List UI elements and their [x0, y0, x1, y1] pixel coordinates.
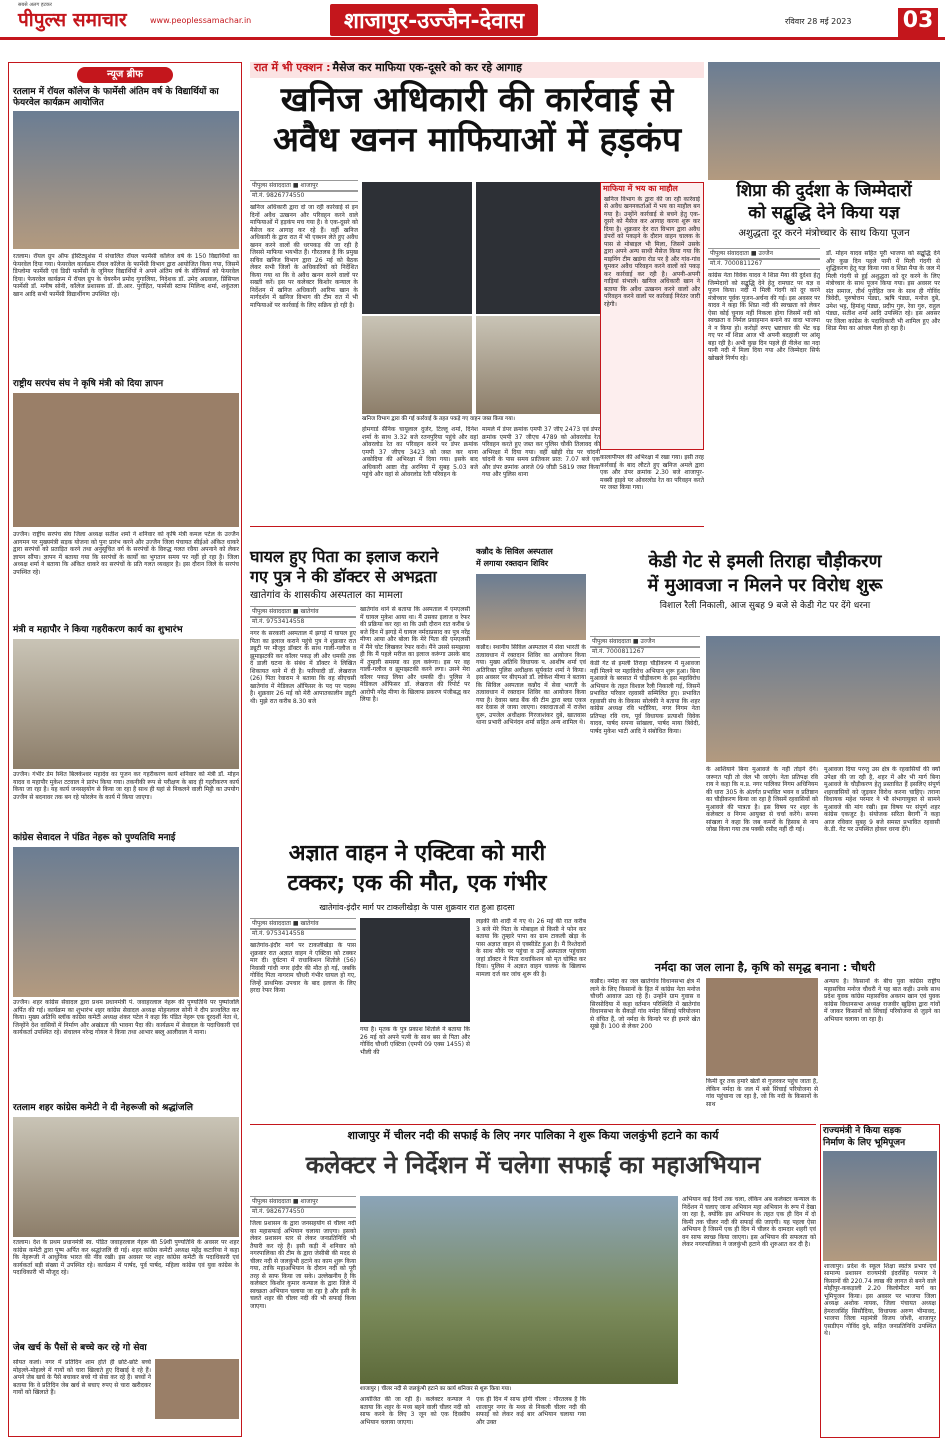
news-brief-column — [8, 62, 242, 1437]
narmada-text-col-3: अन्याय है। किसानों के बीच युवा कांग्रेस राष्ट्रीय महासचिव मनोज चौधरी ने यह बात कही। उनके साथ प्रदेश युवक कांग्रेस महासचिव अकरम खान एवं युवक कांग्रेस विधानसभा अध्यक्ष राजवीर खुड़िया द्वारा गांवों में जाकर किसानों को सिंचाई परियोजना से जुड़ने का अभियान चलाया जा रहा है। — [824, 978, 940, 1023]
memorandum-photo — [13, 393, 239, 527]
injured-subheadline: खातेगांव के शासकीय अस्पताल का मामला — [250, 590, 403, 601]
yagna-text-col-1: कांग्रेस नेता विवेक यादव ने शिप्रा मैया की दुर्दशा हेतु जिम्मेदारों को सद्बुद्धि देने हेतु रामघाट पर यज्ञ व पूजन किया। नदी में मिली गंदगी को दूर करने मंत्रोच्चार पूर्वक पूजन-अर्चना की गई। इस अवसर पर यादव ने कहा कि शिप्रा नदी की स्वच्छता को लेकर ऐसा कोई चुनाव नहीं निकला होगा जिसमें नदी को स्वच्छता व निर्मल प्रवाहमान बनाने का वादा भाजपा ने न किया हो। करोड़ों रुपए भ्रष्टाचार की भेंट चढ़ गए पर माँ शिप्रा आज भी अपनी बदहाली पर आंसू बहा रही है। अभी कुछ दिन पहले ही नीलेश का नदा पानी नदी में मिला दिया गया और जिम्मेदार सिर्फ खोखले निर्णय रहे। — [708, 272, 820, 362]
injured-headline-2: गए पुत्र ने की डॉक्टर से अभद्रता — [250, 567, 437, 586]
seized-dumper-photo-4 — [476, 316, 600, 414]
cleanup-text-col-4: एक ही दिन में साफ होगी चीलर : गौरतलब है कि शाजापुर नगर के मध्य से निकली चीलर नदी की सफाई को लेकर कई बार अभियान चलाया गया और उक्त — [476, 1396, 586, 1426]
page-number: 03 — [898, 8, 938, 38]
brief-headline-4: कांग्रेस सेवादल ने पंडित नेहरू को पुण्यतिथि मनाई — [13, 833, 176, 843]
brief-headline-5: रतलाम शहर कांग्रेस कमेटी ने दी नेहरूजी को श्रद्धांजलि — [13, 1103, 193, 1113]
road-text: शाजापुर। प्रदेश के स्कूल शिक्षा स्वतंत्र प्रभार एवं सामान्य प्रशासन राज्यमंत्री इंदरसिंह परमार ने किसानों की 220.74 लाख की लागत से बनने वाले मोहीपुर-ककड़ाली 2.20 किलोमीटर मार्ग का भूमिपूजन किया। इस अवसर पर भाजपा जिला अध्यक्ष अशोक नायक, जिला पंचायत अध्यक्ष हेमराजसिंह सिसौदिया, विधायक अरुण भीमावद, भाजपा जिला महामंत्री विजय जोशी, शाजापुर एसडीएम गोविंद दुबे, सहित जनप्रतिनिधि उपस्थित थे। — [824, 1262, 936, 1338]
accident-text-col-3: लड़की की शादी में गए थे। 26 मई की रात करीब 3 बजे मेरे पिता के मोबाइल से किसी ने फोन कर बताया कि तुम्हारे पापा का ग्राम टाकली खेड़ा के पास अज्ञात वाहन से एक्सीडेंट हुआ है। मैं रिश्तेदारों के साथ मौके पर पहुंचा व उन्हें अस्पताल पहुंचाया जहां डॉक्टर ने पिता राधाकिशन को मृत घोषित कर दिया। पुलिस ने अज्ञात वाहन चालक के खिलाफ मामला दर्ज कर जांच शुरू की है। — [476, 918, 586, 978]
bhoomipujan-photo — [823, 1151, 937, 1261]
accident-headline-2: टक्कर; एक की मौत, एक गंभीर — [287, 871, 547, 896]
lead-text-col-4: कालापीपल की अभिरक्षा में रखा गया। इसी तरह कार्रवाई के बाद लौटते हुए खनिज अमले द्वारा एक और डंपर क्रमांक 2.30 बजे शाजापुर-मक्सी हाइवे पर ओवरलोड रेत का परिवहन करते पर जब्त किया गया। — [600, 454, 704, 491]
blood-camp-photo — [476, 574, 586, 640]
deepening-work-photo — [13, 639, 239, 769]
cleanup-byline: पीपुल्स संवाददाता ■ शाजापुर — [250, 1196, 356, 1208]
narmada-meeting-photo — [706, 978, 818, 1076]
issue-date: रविवार 28 मई 2023 — [785, 17, 852, 26]
seized-dumper-night-photo-2 — [476, 182, 600, 314]
masthead-tagline: सबसे अलग हटकर — [18, 2, 52, 8]
brief-headline-2: राष्ट्रीय सरपंच संघ ने कृषि मंत्री को दिया ज्ञापन — [13, 379, 164, 389]
kd-text-col-1: केडी गेट से इमली तिराहा चौड़ीकरण में मुआवजा नहीं मिलने पर महाविरोध अभियान शुरू हुआ। बिना मुआवजे के बरसात में चौड़ीकरण के इस महाविरोध अभियान के तहत विशाल रैली निकाली गई, जिसमें प्रभावित परिवार रहवासी सम्मिलित हुए। प्रभावित रहवासी संघ के विकास सोलंकी ने बताया कि शहर कांग्रेस अध्यक्ष रवि भदौरिया, नगर निगम नेता प्रतिपक्ष रवि राय, पूर्व विधायक प्रत्याशी विवेक यादव, पार्षद सपना सांखला, पार्षद माया त्रिवेदी, पार्षद मुकेश भाटी आदि ने संबोधित किया। — [590, 660, 700, 735]
brief-text-2: उज्जैन। राष्ट्रीय सरपंच संघ जिला अध्यक्ष सतीश शर्मा ने शनिवार को कृषि मंत्री कमल पटेल के उज्जैन आगमन पर मुख्यमंत्री सड़क योजना को पुनः प्रारंभ करने और उज्जैन जिला पंचायत सीईओ अंकित धाकरे द्वारा सरपंचों को प्रताड़ित करने तथा अनुसूचित वर्ग के सरपंचों के विरुद्ध गलत रवैया अपनाने को लेकर ज्ञापन सौंपा। ज्ञापन में बताया गया कि सरपंचों के कार्यों का भुगतान समय पर नहीं हो रहा है। जिला अध्यक्ष शर्मा ने बताया कि अंकित धाकरे का सरपंचों के प्रति गलत व्यवहार है। इस दौरान जिले के सरपंच उपस्थित रहे। — [13, 531, 239, 576]
brief-text-6: सोयत कलां। नगर में प्रतिदिन शाम होते ही छोटे-छोटे बच्चे मोहल्ले-मोहल्ले में गायों को चारा खिलाते हुए दिखाई दे रहे हैं। अपने जेब खर्च के पैसे बचाकर बच्चे गो सेवा कर रहे हैं। बच्चों ने बताया कि वे प्रतिदिन जेब खर्च से बचाए रुपए से चारा खरीदकर गायों को खिलाते हैं। — [13, 1359, 151, 1396]
yagna-text-col-2: डॉ. मोहन यादव सहित पूरी भाजपा को सद्बुद्धि देने और कुछ दिन पहले पानी में मिली गंदगी से शुद्धिकरण हेतु यज्ञ किया गया व शिप्रा मैया के जल में मिली गंदगी से हुई अशुद्धता को दूर करने के लिए मंत्रोच्चार के साथ पूजन किया गया। इस अवसर पर संत समाज, तीर्थ पुरोहित जन के साथ ही गोविंद त्रिवेदी, पुरुषोत्तम पंड्या, ऋषि पंड्या, मनोज दुबे, उमेश भट्ट, हिमांशु पंड्या, प्रदीप गुरु, रेवा गुरु, राहुल पंड्या, सतीश शर्मा आदि उपस्थित रहे। इस अवसर पर जिला कांग्रेस के पदाधिकारी भी शामिल हुए और शिप्रा मैया का आंचल मैला हो रहा है। — [826, 250, 940, 332]
farewell-photo — [13, 111, 239, 249]
brief-text-3: उज्जैन। गंभीर डेम स्थित बिलकेश्वर महादेव का पूजन कर गहरीकरण कार्य शनिवार को मंत्री डॉ. मोहन यादव व महापौर मुकेश टटवाल ने प्रारंभ किया गया। तकनीकी रूप से परीक्षण के बाद ही गहरीकरण कार्य किया जा रहा है। यह कार्य जनसहयोग से किया जा रहा है साथ ही यहां से निकलने वाली मिट्टी का उपयोग उज्जैन से बदनावर तक बन रहे फोरलेन के कार्य में किया जाएगा। — [13, 771, 239, 801]
brief-headline-6: जेब खर्च के पैसों से बच्चे कर रहे गो सेवा — [13, 1343, 147, 1353]
yagna-subheadline: अशुद्धता दूर करने मंत्रोच्चार के साथ किया पूजन — [738, 228, 910, 239]
camp-headline-2: में लगाया रक्तदान शिविर — [476, 559, 549, 568]
divider-2 — [250, 1124, 816, 1125]
divider-1 — [250, 526, 704, 527]
website-link[interactable]: www.peoplessamachar.in — [150, 16, 252, 25]
accident-text-col-2: गया है। मृतक के पुत्र प्रकाश शितोले ने बताया कि 26 मई को अपने पत्नी के साथ बस से पिता और गोविंद चौधरी एक्टिवा (एमपी 09 एक्स 1455) से भीली की — [360, 1026, 470, 1056]
river-cleanup-photo — [360, 1196, 678, 1384]
lead-byline: पीपुल्स संवाददाता ■ शाजापुर — [250, 180, 358, 192]
yagna-headline-1: शिप्रा की दुर्दशा के जिम्मेदारों — [736, 181, 912, 201]
mafia-fear-box — [600, 182, 704, 450]
road-headline-2: निर्माण के लिए भूमिपूजन — [823, 1137, 906, 1148]
accident-byline: पीपुल्स संवाददाता ■ खातेगांव — [250, 918, 356, 930]
narmada-headline: नर्मदा का जल लाना है, कृषि को समृद्ध बनाना : चौधरी — [654, 961, 876, 974]
cow-service-photo — [155, 1359, 239, 1419]
cleanup-text-col-1: जिला प्रशासन के द्वारा जनसहयोग से चीलर नदी का महासफाई अभियान चलाया जाएगा। इसको लेकर प्रशासन स्तर से लेकर जनप्रतिनिधि भी तैयारी कर रहे हैं। इसी कड़ी में शनिवार को नगरपालिका की टीम के द्वारा जेसीबी की मदद से चीलर नदी से जलकुंभी हटाने का काम शुरू किया गया, ताकि महाअभियान के दौरान नदी को पूरी तरह से साफ किया जा सके। उल्लेखनीय है कि कलेक्टर किशोर कुमार कन्याल के द्वारा जिले में स्वच्छता अभियान चलाया जा रहा है और इसी के चलते शहर की चीलर नदी की भी सफाई किया जाएगा। — [250, 1220, 356, 1310]
accident-mobile: मो.नं. 9753414558 — [250, 928, 356, 940]
news-brief-title: न्यूज ब्रीफ — [77, 67, 173, 83]
kd-mobile: मो.नं. 7000811267 — [590, 646, 700, 658]
lead-headline-2: अवैध खनन माफियाओं में हड़कंप — [272, 120, 682, 160]
lead-text-col-2: हाेमगार्ड सैनिक चायूलाल दुर्जर, टिल्लू शर्मा, दिनेश शर्मा के साथ 3.32 बजे रतनपुरिया पहुंचे और वहां ओवरलोड रेत का परिवहन करने पर डंपर क्रमांक एमपी 37 जीएच 3423 को जब्त कर थाना अकोदिया की अभिरक्षा में दिया गया। इसके बाद अधिकारी आष्टा रोड़ अरनिया में सुबह 5.03 बजे पहुंचे और वहां से ओवरलोड रेती परिवहन के — [362, 426, 478, 478]
sevadal-photo — [13, 847, 239, 997]
brief-headline-1: रतलाम में रॉयल कॉलेज के फार्मेसी अंतिम वर्ष के विद्यार्थियों का फेयरवेल कार्यक्रम आयोजित — [13, 87, 219, 108]
kd-headline-2: में मुआवजा न मिलने पर विरोध शुरू — [647, 575, 883, 596]
newspaper-logo: पीपुल्स समाचार — [18, 9, 127, 31]
yagna-byline: पीपुल्स संवाददाता ■ उज्जैन — [708, 248, 820, 260]
mafia-fear-headline: माफिया में भय का माहौल — [603, 184, 678, 193]
camp-text: कन्नौद। स्थानीय सिविल अस्पताल में सेवा भारती के तत्वावधान में रक्तदान शिविर का आयोजन किया गया। मुख्य अतिथि विधायक प. आशीष शर्मा एवं अतिरिक्त पुलिस अधीक्षक सूर्यकांत शर्मा ने किया। इस अवसर पर बीएमओ डॉ. लोकेश मीणा ने बताया कि सिविल अस्पताल कन्नौद में सेवा भारती के तत्वावधान में रक्तदान शिविर का आयोजन किया गया है। देवास ब्लड बैंक की टीम द्वारा ब्लड एकत्र कर देवास ले जाया जाएगा। रक्तदाताओं में राजेश धुरू, उपजेल अधीक्षक गिरजाशंकर दुबे, खातवास थाना प्रभारी अभिनंदन शर्मा सहित अन्य शामिल थे। — [476, 644, 586, 726]
mafia-fear-text: खनिज विभाग के द्वारा की जा रही कार्रवाई से अवैध खननकर्ताओं में भय का माहौल बन गया है। उन्होंने कार्रवाई से बचने हेतु एक-दूसरे को मैसेज कर आगाह करना शुरू कर दिया है। शुक्रवार देर रात विभाग द्वारा अवैध डंपरों को पकड़ने के दौरान वाहन चालक के पास से मोबाइल भी मिला, जिसमें उसके द्वारा अपने अन्य साथी मैसेज किया गया कि माइनिंग टीम खडंगा रोड पर है और गांव-गांव घूमकर अवैध परिवहन करने वालों को पकड़ कर कार्रवाई कर रही है। अपनी-अपनी गाड़ियां संभालें। खनिज अधिकारी खान ने बताया कि अवैध उत्खनन करने वालों और परिवहन करने वालों पर कार्रवाई निरंतर जारी रहेगी। — [604, 195, 700, 308]
seized-dumper-night-photo-1 — [362, 182, 472, 314]
kd-text-col-2: के आशियाने बिना मुआवजे के नहीं तोड़ने देंगे। जरूरत पड़ी तो जेल भी जाएंगे। नेता प्रतिपक्ष रवि राय ने कहा कि म.प्र. नगर पालिका निगम अधिनियम की धारा 305 के अंतर्गत प्रभावित भवन व प्रतिष्ठान का चौड़ीकरण किया जा रहा है जिसमें रहवासियों को मुआवजे की पात्रता है। इस विषय पर शहर के कलेक्टर व निगम आयुक्त से चर्चा करेंगे। सपना सांखला ने कहा कि जब कमरों के हिसाब से नाप जोख किया गया तब पक्की रसीद नहीं दी गई। — [706, 766, 818, 833]
yagna-photo — [708, 62, 940, 180]
lead-kicker-bar — [250, 62, 704, 78]
camp-headline-1: कन्नौद के सिविल अस्पताल — [476, 547, 553, 556]
seized-dumper-photo-3 — [362, 316, 472, 414]
narmada-text-col-1: कन्नौद। नर्मदा का जल खातेगांव विधानसभा क्षेत्र में लाने के लिए किसानों के हित में कांग्रेस नेता मनोज चौधरी आवाज उठा रहे हैं। उन्होंने ग्राम गुवास व सिरसोदिया में कहा वर्तमान परिस्थिति में खातेगांव विधानसभा के सैकड़ों गांव नर्मदा सिंचाई परियोजना से वंचित हैं, जो नर्मदा के किनारे पर ही हमारे खेत सूखे हैं। 100 से लेकर 200 — [590, 978, 700, 1030]
section-title: शाजापुर-उज्जैन-देवास — [330, 4, 538, 36]
lead-kicker-a: रात में भी एक्शन : — [254, 61, 331, 74]
accident-subheadline: खातेगांव-इंदौर मार्ग पर टाकलीखेड़ा के पास शुक्रवार रात हुआ हादसा — [319, 903, 515, 912]
kd-headline-1: केडी गेट से इमली तिराहा चौड़ीकरण — [648, 551, 882, 572]
cleanup-headline: कलेक्टर ने निर्देशन में चलेगा सफाई का महाअभियान — [305, 1151, 761, 1179]
injured-headline-1: घायल हुए पिता का इलाज कराने — [250, 547, 439, 566]
tribute-photo — [13, 1117, 239, 1237]
narmada-text-col-2: किमी दूर तक हमारे खेतों से गुजरकर पहुंच जाता है, लेकिन नर्मदा के जल में बसे सिंचाई परियोजना से गांव पहुंचाना जा रहा है, जो कि नदी के किसानों के साथ — [706, 1078, 818, 1108]
lead-photo-caption: खनिज विभाग द्वारा की गई कार्रवाई के तहत पकड़े गए वाहन जब्त किया गया। — [362, 416, 600, 423]
lead-kicker-b: मैसेज कर माफिया एक-दूसरे को कर रहे आगाह — [332, 61, 522, 74]
lead-text-col-3: मामले में डंपर क्रमांक एमपी 37 जीए 2473 एवं डंपर क्रमांक एमपी 37 जीएच 4789 को ओवरलोड रेत परिवहन करते हुए जब्त कर पुलिस चौकी तिलावद की अभिरक्षा में दिया गया। वहीं खोही रोड पर चांदनी चांदनी के पास समय प्रातिकार प्रात: 7.07 बजे एक और डंपर क्रमांक आरजे 09 जीडी 5819 जब्त किया गया और पुलिस थाना — [482, 426, 600, 478]
cleanup-mobile: मो.नं. 9826774550 — [250, 1206, 356, 1218]
yagna-mobile: मो.नं. 7000811267 — [708, 258, 820, 270]
injured-text-col-1: नगर के सरकारी अस्पताल में झगड़े में घायल हुए पिता का इलाज कराने पहुंचे पुत्र ने शुक्रवार रात ड्यूटी पर मौजूद डॉक्टर के साथ गाली-गलौज व झूमाझटकी कर कॉलर पकड़ ली और धमकी तक दे डाली घटना के संबंध में डॉक्टर ने लिखित शिकायत थाने में दी है। फरियादी डॉ. लेखराज (26) पिता रेवाराम ने बताया कि वह सीएचसी खातेगांव में मेडिकल ऑफिसर के पद पर पदस्थ है। शुक्रवार 26 मई को मेरी आपातकालीन ड्यूटी थी। मुझे रात करीब 8.30 बजे — [250, 630, 356, 705]
road-headline-1: राज्यमंत्री ने किया सड़क — [823, 1126, 902, 1136]
injured-byline: पीपुल्स संवाददाता ■ खातेगांव — [250, 606, 356, 618]
lead-headline-1: खनिज अधिकारी की कार्रवाई से — [280, 80, 674, 120]
road-story-box — [820, 1124, 940, 1438]
accident-photo — [360, 918, 470, 1022]
injured-text-col-2: खातेगांव थाने से बताया कि अस्पताल में एमएलसी में घायल मुकेश आया था। मैं उसका इलाज व रेफर की प्रक्रिया कर रहा था कि उसी दौरान रात करीब 9 बजे दिन में झगड़े में घायल नर्मदाप्रसाद का पुत्र नरेंद्र मीणा आया और बोला कि मेरे पिता की एमएलसी में मैंने चोट लिखकर रेफर करो। मैंने उससे समझाया ही कि मैं पहले मरीज का इलाज करूंगा उसके बाद में तुम्हारी समस्या का हल करूंगा। इस पर वह गाली-गलौज व झूमाझटकी करने लगा। उसने मेरा कॉलर पकड़ लिया और धमकी दी। पुलिस ने मेडिकल ऑफिसर डॉ. लेखराज की रिपोर्ट पर आरोपी नरेंद्र मीणा के खिलाफ प्रकरण पंजीबद्ध कर लिया है। — [360, 606, 470, 703]
accident-text-col-1: खातेगांव-इंदौर मार्ग पर टाकलीखेड़ा के पास शुक्रवार रात अज्ञात वाहन ने एक्टिवा को टक्कर मार दी। दुर्घटना में राधाकिशन शितोले (56) निवासी गांधी नगर इंदौर की मौत हो गई, जबकि गोविंद पिता नागराम चौधरी गंभीर घायल हो गए, जिन्हें प्राथमिक उपचार के बाद इलाज के लिए हरदा रेफर किया — [250, 942, 356, 994]
cleanup-text-col-2: अभियान कई दिनों तक चला, लेकिन अब कलेक्टर कन्याल के निर्देशन में चलाए जाना अभियान महा अभियान के रूप में देखा जा रहा है, क्योंकि इस अभियान के तहत एक ही दिन में दो किमी तक चीलर नदी की सफाई की जाएगी। यह पहला ऐसा अभियान है जिसमें एक ही दिन में चीलर के दामदार शहरी एवं वन साफ स्वच्छ किया जाएगा। इस अभियान की सफलता को लेकर नगरपालिका ने जलकुंभी हटाने की शुरुआत कर दी है। — [682, 1196, 816, 1248]
brief-text-4: उज्जैन। शहर कांग्रेस सेवादल द्वारा प्रथम प्रधानमंत्री पं. जवाहरलाल नेहरू की पुण्यतिथि पर पुष्पांजलि अर्पित की गई। कार्यक्रम का शुभारंभ शहर कांग्रेस सेवादल अध्यक्ष मोहनलाल सोनी ने दीप प्रज्वलित कर किया। मुख्य अतिथि ब्लॉक कांग्रेस कमेटी अध्यक्ष शंकर पटेल ने कहा कि पंडित नेहरू एक दूरदर्शी नेता थे, जिन्होंने देश वासियों में निर्माण और अखंडता की भावना पैदा की। कार्यक्रम में सेवादल के पदाधिकारी एवं कार्यकर्ता उपस्थित रहे। संचालन नरेन्द्र गोयल ने किया तथा आभार बब्लू आलीवाल ने माना। — [13, 999, 239, 1036]
brief-text-1: रतलाम। रॉयल ग्रुप ऑफ इंस्टिट्यूशंस में संचालित रॉयल फार्मेसी कॉलेज वर्ष के 150 विद्यार्थियों का फेयरवेल दिया गया। फेयरवेल कार्यक्रम रॉयल कॉलेज के फार्मेसी विभाग द्वारा आयोजित किया गया, जिसमें डिप्लोमा फार्मेसी एवं डिग्री फार्मेसी के जूनियर विद्यार्थियों ने अपने अंतिम वर्ष के सीनियर्स को फेयरवेल दिया। फेयरवेल कार्यक्रम में रॉयल ग्रुप के चेयरमैन प्रमोद गुगालिया, निदेशक डॉ. उमेद अग्रवाल, प्रिंसिपल फार्मेसी डॉ. मनीष सोनी, कॉलेज प्रशासक डॉ. डी.आर. पुरोहित, फार्मेसी स्टाफ मिलिन्द शर्मा, शकुंतला खान आदि सभी फार्मेसी विद्यार्थीगण उपस्थित रहे। — [13, 253, 239, 298]
accident-headline-1: अज्ञात वाहन ने एक्टिवा को मारी — [288, 841, 546, 866]
injured-mobile: मो.नं. 9753414558 — [250, 616, 356, 628]
brief-headline-3: मंत्री व महापौर ने किया गहरीकरण कार्य का शुभारंभ — [13, 625, 183, 635]
lead-text-col-1: खनिज अधिकारी द्वारा दो जा रही कार्रवाई से इन दिनों अवैध उत्खनन और परिवहन करने वाले माफियाओं में हड़कंप मच गया है। वे एक-दूसरे को मैसेज कर आगाह कर रहे हैं। वहीं खनिज अधिकारी के द्वारा रात में भी एक्शन लेते हुए अवैध खनन करने वालों की धरपकड़ की जा रही है जिससे माफिया भयभीत हैं। गौरतलब है कि प्रमुख सचिव खनिज विभाग द्वारा 26 मई को बैठक लेकर सभी जिलों के अधिकारियों को निर्देशित किया गया था कि वे अवैध खनन करने वालों पर सख्ती करें। इस पर कलेक्टर किशोर कन्याल के निर्देशन में खनिज अधिकारी आरिफ खान के मार्गदर्शन में खनिज विभाग की टीम रात में भी माफियाओं पर कार्रवाई के लिए सक्रिय हो रही है। — [250, 204, 358, 309]
lead-mobile: मो.नं. 9826774550 — [250, 190, 358, 202]
yagna-headline-2: को सद्बुद्धि देने किया यज्ञ — [748, 203, 900, 223]
masthead — [0, 0, 945, 40]
kd-text-col-3: मुआवजा दिया परन्तु उस क्षेत्र के रहवासियों की क्यों उपेक्षा की जा रही है, शहर में और भी मार्ग बिना मुआवजे के चौड़ीकरण हेतु प्रस्तावित हैं इसलिए संपूर्ण शहरवासियों को जुड़कर विरोध करना चाहिए। तराना विधायक महेश परमार ने भी संभागायुक्त से सामने मुआवजे की मांग रखी। इस विषय पर संपूर्ण शहर कांग्रेस एकजुट है। संयोजक सरिता बैरागी ने कहा आज रविवार सुबह 9 बजे समस्त प्रभावित रहवासी के.डी. गेट पर उपस्थित होकर धरना देंगे। — [824, 766, 940, 833]
kd-byline: पीपुल्स संवाददाता ■ उज्जैन — [590, 636, 700, 648]
cleanup-text-col-3: आयोजित की जा रही है। कलेक्टर कन्याल ने बताया कि शहर के मध्य बहने वाली चीलर नदी को साफ करने के लिए 3 जून को एक दिवसीय अभियान चलाया जाएगा। — [360, 1396, 470, 1426]
cleanup-kicker: शाजापुर में चीलर नदी की सफाई के लिए नगर पालिका ने शुरू किया जलकुंभी हटाने का कार्य — [347, 1129, 719, 1142]
kd-subheadline: विशाल रैली निकाली, आज सुबह 9 बजे से केडी गेट पर देंगे धरना — [659, 601, 871, 611]
brief-text-5: रतलाम। देश के प्रथम प्रधानमंत्री स्व. पंडित जवाहरलाल नेहरू की 59वीं पुण्यतिथि के अवसर पर शहर कांग्रेस कमेटी द्वारा पुष्प अर्पित कर श्रद्धांजलि दी गई। शहर कांग्रेस कमेटी अध्यक्ष महेंद्र कटारिया ने कहा कि नेहरूजी ने आधुनिक भारत की नींव रखी। इस अवसर पर शहर कांग्रेस कमेटी के पदाधिकारी एवं कार्यकर्ता बड़ी संख्या में उपस्थित रहे। कार्यक्रम में पार्षद, पूर्व पार्षद, महिला कांग्रेस एवं युवा कांग्रेस के पदाधिकारी भी मौजूद रहे। — [13, 1239, 239, 1276]
kd-rally-photo — [706, 636, 940, 762]
cleanup-photo-caption: शाजापुर | चीलर नदी से जलकुंभी हटाने का कार्य शनिवार से शुरू किया गया। — [360, 1386, 678, 1393]
